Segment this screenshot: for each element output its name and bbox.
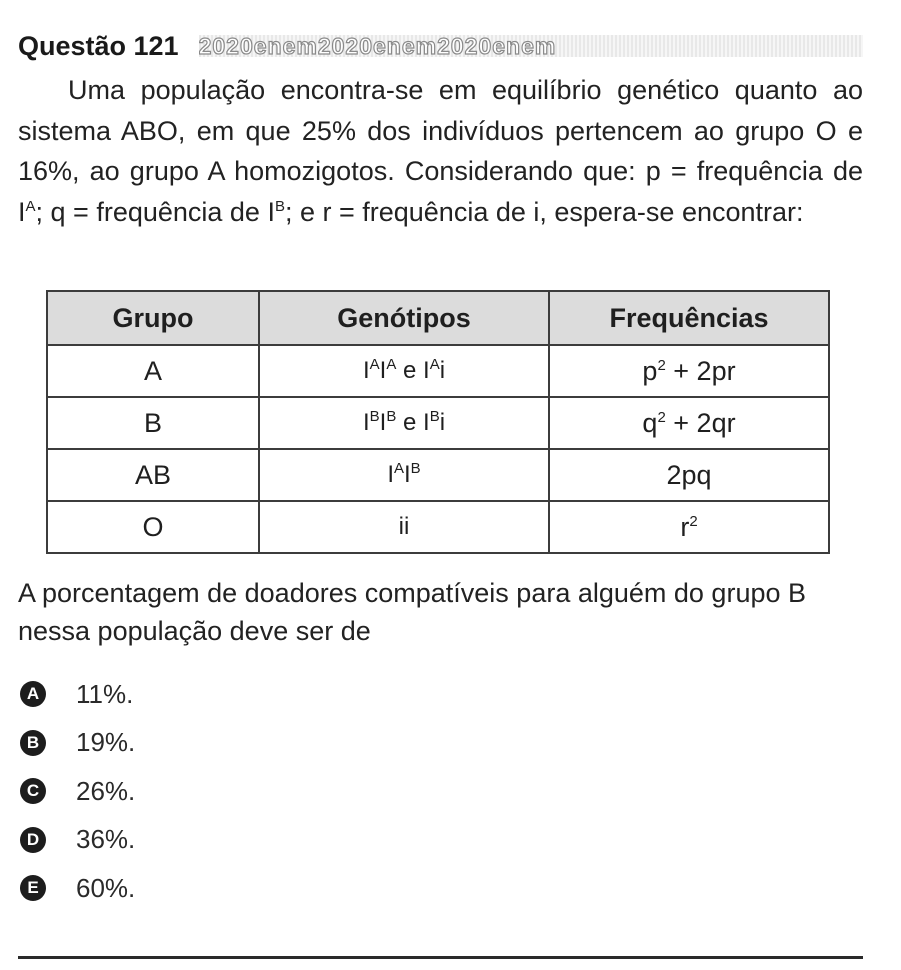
cell-text: r: [680, 511, 690, 542]
cell-text: I: [379, 357, 387, 384]
cell-frequency: [549, 449, 829, 501]
option-letter-badge: A: [20, 681, 46, 707]
table-row: [47, 345, 829, 397]
cell-superscript: 2: [689, 512, 698, 530]
cell-superscript: A: [393, 460, 404, 477]
abo-frequency-table: [46, 290, 830, 554]
header-grupo: Grupo: [47, 291, 259, 345]
statement-sup-b: B: [274, 197, 285, 215]
cell-frequency: [549, 397, 829, 449]
bottom-divider: [18, 956, 863, 959]
option-a[interactable]: [20, 670, 135, 719]
cell-group: O: [47, 501, 259, 553]
header-genotipos: Genótipos: [259, 291, 549, 345]
question-statement: [18, 70, 863, 232]
option-value: 19%.: [76, 727, 136, 758]
cell-superscript: B: [369, 408, 380, 425]
cell-genotypes: [259, 345, 549, 397]
cell-text: I: [423, 409, 430, 436]
statement-part-1: Uma população encontra-se em equilíbrio genético quanto ao sistema ABO, em que 25% dos indivíduos pertencem ao grupo O e 16%, ao grupo A homozigotos. Considerando que: p = frequência de I: [18, 75, 863, 227]
cell-text: + 2qr: [665, 407, 736, 438]
cell-superscript: A: [386, 356, 397, 373]
cell-text: I: [387, 461, 394, 488]
cell-text: q: [642, 407, 658, 438]
cell-text: 2pq: [666, 459, 712, 490]
cell-superscript: 2: [657, 356, 666, 374]
cell-text: i: [439, 409, 446, 436]
question-title: Questão 121: [18, 30, 179, 61]
answer-options: [20, 670, 135, 913]
cell-superscript: A: [429, 356, 440, 373]
option-e[interactable]: [20, 864, 135, 913]
statement-part-3: ; e r = frequência de i, espera-se encontrar:: [284, 196, 804, 227]
option-letter-badge: E: [20, 875, 46, 901]
enem-watermark: 2020enem2020enem2020enem: [199, 35, 863, 57]
cell-text: I: [423, 357, 430, 384]
option-value: 11%.: [76, 678, 134, 709]
cell-group: B: [47, 397, 259, 449]
cell-text: p: [642, 355, 658, 386]
table-row: [47, 397, 829, 449]
cell-superscript: B: [429, 408, 440, 425]
statement-sup-a: A: [25, 197, 36, 215]
cell-text: e: [396, 357, 424, 384]
cell-superscript: 2: [657, 408, 666, 426]
cell-text: i: [439, 357, 446, 384]
cell-frequency: [549, 501, 829, 553]
cell-genotypes: [259, 501, 549, 553]
option-value: 36%.: [76, 824, 136, 855]
option-c[interactable]: [20, 767, 135, 816]
option-value: 60%.: [76, 872, 136, 903]
cell-text: I: [362, 357, 370, 384]
header-frequencias: Frequências: [549, 291, 829, 345]
cell-text: ii: [398, 513, 410, 540]
cell-genotypes: [259, 449, 549, 501]
cell-superscript: B: [386, 408, 397, 425]
question-header: [18, 26, 863, 66]
cell-text: e: [396, 409, 424, 436]
cell-superscript: B: [410, 460, 421, 477]
option-letter-badge: D: [20, 827, 46, 853]
table-row: [47, 449, 829, 501]
table-header-row: [47, 291, 829, 345]
cell-superscript: A: [369, 356, 380, 373]
option-d[interactable]: [20, 816, 135, 865]
question-prompt: A porcentagem de doadores compatíveis para alguém do grupo B nessa população deve ser de: [18, 578, 806, 646]
option-letter-badge: B: [20, 730, 46, 756]
cell-frequency: [549, 345, 829, 397]
table-body: [47, 345, 829, 553]
cell-genotypes: [259, 397, 549, 449]
cell-group: AB: [47, 449, 259, 501]
table-row: [47, 501, 829, 553]
cell-text: + 2pr: [665, 355, 736, 386]
option-b[interactable]: [20, 719, 135, 768]
cell-text: I: [404, 461, 411, 488]
cell-group: A: [47, 345, 259, 397]
statement-part-2: ; q = frequência de I: [35, 196, 275, 227]
option-letter-badge: C: [20, 778, 46, 804]
cell-text: I: [362, 409, 370, 436]
cell-text: I: [379, 409, 387, 436]
option-value: 26%.: [76, 775, 136, 806]
